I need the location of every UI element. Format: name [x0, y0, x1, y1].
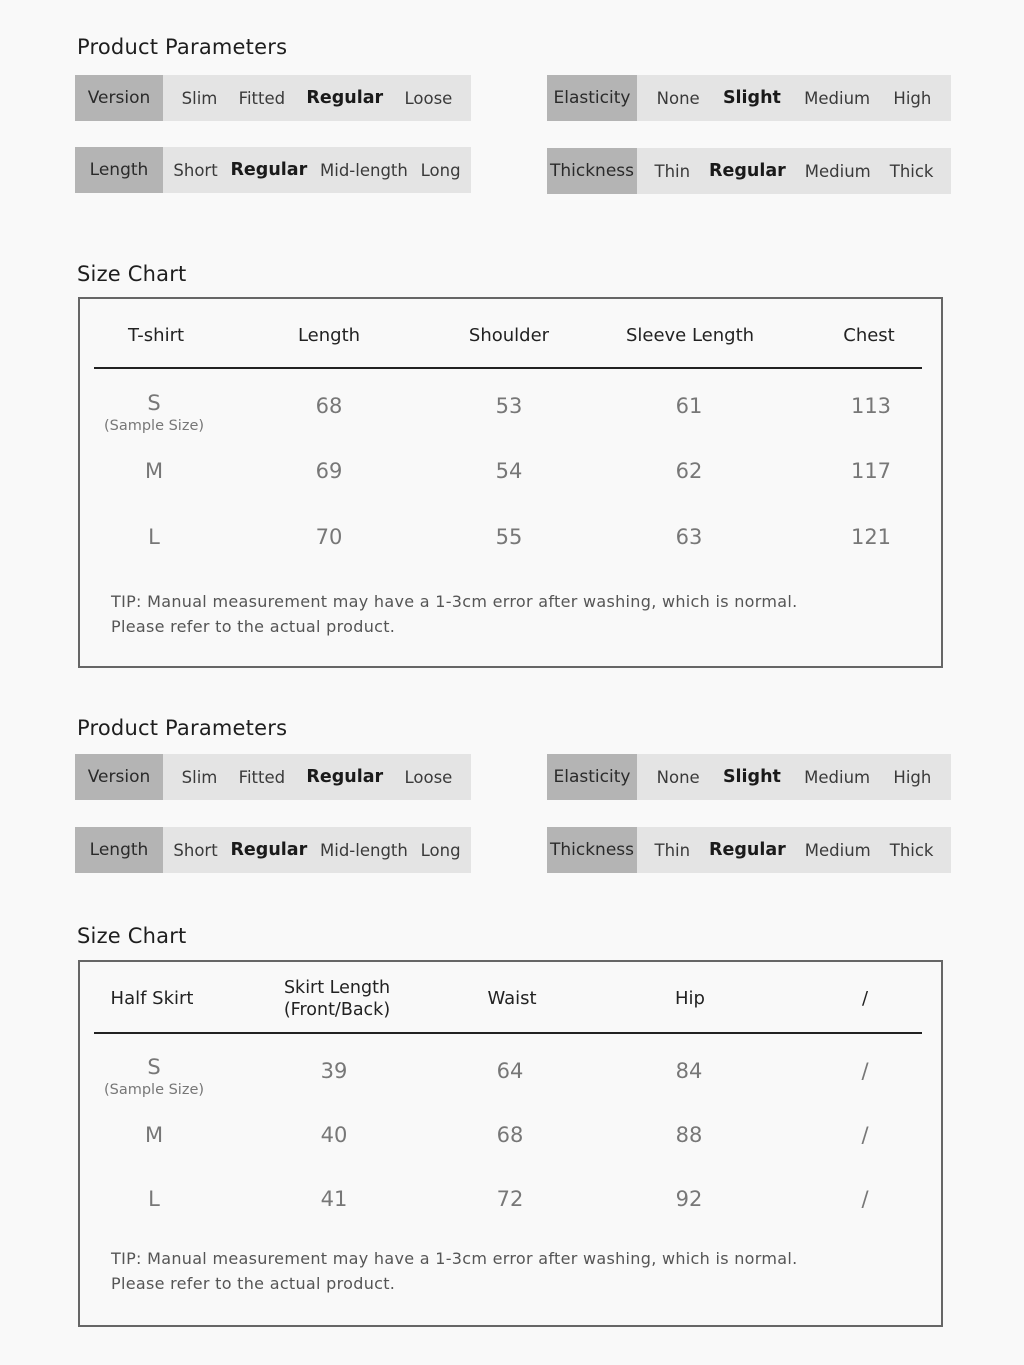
table-cell: 113 [850, 394, 892, 418]
header-empty: / [861, 988, 869, 1009]
measurement-tip [111, 589, 798, 639]
table-cell: 64 [496, 1059, 524, 1083]
table-cell: 72 [496, 1187, 524, 1211]
table-cell: 121 [850, 525, 892, 549]
option-slight-selected: Slight [722, 88, 781, 108]
size-chart-title: Size Chart [77, 924, 187, 948]
param-label-length: Length [75, 147, 163, 193]
table-cell: 40 [320, 1123, 348, 1147]
option-regular-selected: Regular [230, 160, 308, 180]
option-long: Long [420, 160, 461, 180]
option-short: Short [173, 160, 218, 180]
table-cell: 92 [675, 1187, 703, 1211]
option-none: None [656, 767, 700, 787]
param-label-thickness: Thickness [547, 148, 637, 194]
header-skirt-length: Skirt Length [283, 978, 391, 998]
option-none: None [656, 88, 700, 108]
row-size-m: M [144, 459, 164, 483]
param-elasticity [547, 75, 951, 121]
option-medium: Medium [804, 767, 871, 787]
param-label-length: Length [75, 827, 163, 873]
option-regular-selected: Regular [709, 840, 786, 860]
table-cell: 54 [495, 459, 523, 483]
tip-line-1: TIP: Manual measurement may have a 1-3cm error after washing, which is normal. [111, 592, 798, 611]
table-cell: 39 [320, 1059, 348, 1083]
param-length [75, 147, 471, 193]
row-size-s: S [147, 391, 161, 415]
size-chart-title: Size Chart [77, 262, 187, 286]
header-rule [94, 1032, 922, 1034]
option-regular-selected: Regular [306, 767, 384, 787]
option-slim: Slim [181, 88, 218, 108]
option-mid-length: Mid-length [320, 160, 408, 180]
option-mid-length: Mid-length [320, 840, 408, 860]
table-cell: 69 [315, 459, 343, 483]
header-garment: Half Skirt [110, 988, 194, 1009]
row-size-l: L [148, 1187, 160, 1211]
param-label-version: Version [75, 75, 163, 121]
option-thin: Thin [654, 840, 691, 860]
param-thickness [547, 148, 951, 194]
option-thin: Thin [654, 161, 691, 181]
tip-line-2: Please refer to the actual product. [111, 617, 396, 636]
option-high: High [893, 88, 932, 108]
table-cell: / [861, 1123, 869, 1147]
option-regular-selected: Regular [709, 161, 786, 181]
row-size-s: S [147, 1055, 161, 1079]
header-length: Length [297, 325, 361, 346]
table-cell: / [861, 1059, 869, 1083]
table-cell: 117 [850, 459, 892, 483]
header-waist: Waist [487, 988, 537, 1009]
param-length [75, 827, 471, 873]
product-parameters-title: Product Parameters [77, 35, 288, 59]
table-cell: / [861, 1187, 869, 1211]
tip-line-1: TIP: Manual measurement may have a 1-3cm error after washing, which is normal. [111, 1249, 798, 1268]
param-elasticity [547, 754, 951, 800]
option-slim: Slim [181, 767, 218, 787]
table-cell: 55 [495, 525, 523, 549]
table-cell: 88 [675, 1123, 703, 1147]
table-cell: 62 [675, 459, 703, 483]
table-cell: 63 [675, 525, 703, 549]
param-label-elasticity: Elasticity [547, 754, 637, 800]
table-cell: 61 [675, 394, 703, 418]
option-fitted: Fitted [238, 88, 286, 108]
option-slight-selected: Slight [722, 767, 781, 787]
header-sleeve-length: Sleeve Length [625, 325, 755, 346]
product-parameters-title: Product Parameters [77, 716, 288, 740]
table-cell: 68 [315, 394, 343, 418]
measurement-tip [111, 1246, 798, 1296]
table-cell: 84 [675, 1059, 703, 1083]
table-cell: 53 [495, 394, 523, 418]
param-label-elasticity: Elasticity [547, 75, 637, 121]
param-label-version: Version [75, 754, 163, 800]
param-thickness [547, 827, 951, 873]
param-version [75, 75, 471, 121]
option-thick: Thick [889, 840, 934, 860]
option-fitted: Fitted [238, 767, 286, 787]
option-medium: Medium [804, 840, 871, 860]
size-chart-half-skirt [78, 960, 943, 1327]
option-medium: Medium [804, 88, 871, 108]
size-chart-tshirt [78, 297, 943, 668]
table-cell: 68 [496, 1123, 524, 1147]
option-short: Short [173, 840, 218, 860]
header-shoulder: Shoulder [468, 325, 550, 346]
param-label-thickness: Thickness [547, 827, 637, 873]
header-hip: Hip [675, 988, 705, 1009]
sample-size-note: (Sample Size) [103, 1082, 205, 1098]
table-cell: 70 [315, 525, 343, 549]
header-garment: T-shirt [127, 325, 185, 346]
header-skirt-length-sub: (Front/Back) [283, 1000, 391, 1020]
param-version [75, 754, 471, 800]
row-size-l: L [148, 525, 160, 549]
option-thick: Thick [889, 161, 934, 181]
option-high: High [893, 767, 932, 787]
sample-size-note: (Sample Size) [103, 418, 205, 434]
option-medium: Medium [804, 161, 871, 181]
table-cell: 41 [320, 1187, 348, 1211]
tip-line-2: Please refer to the actual product. [111, 1274, 396, 1293]
option-loose: Loose [404, 767, 453, 787]
option-long: Long [420, 840, 461, 860]
option-regular-selected: Regular [306, 88, 384, 108]
option-loose: Loose [404, 88, 453, 108]
option-regular-selected: Regular [230, 840, 308, 860]
row-size-m: M [144, 1123, 164, 1147]
header-rule [94, 367, 922, 369]
header-chest: Chest [843, 325, 895, 346]
